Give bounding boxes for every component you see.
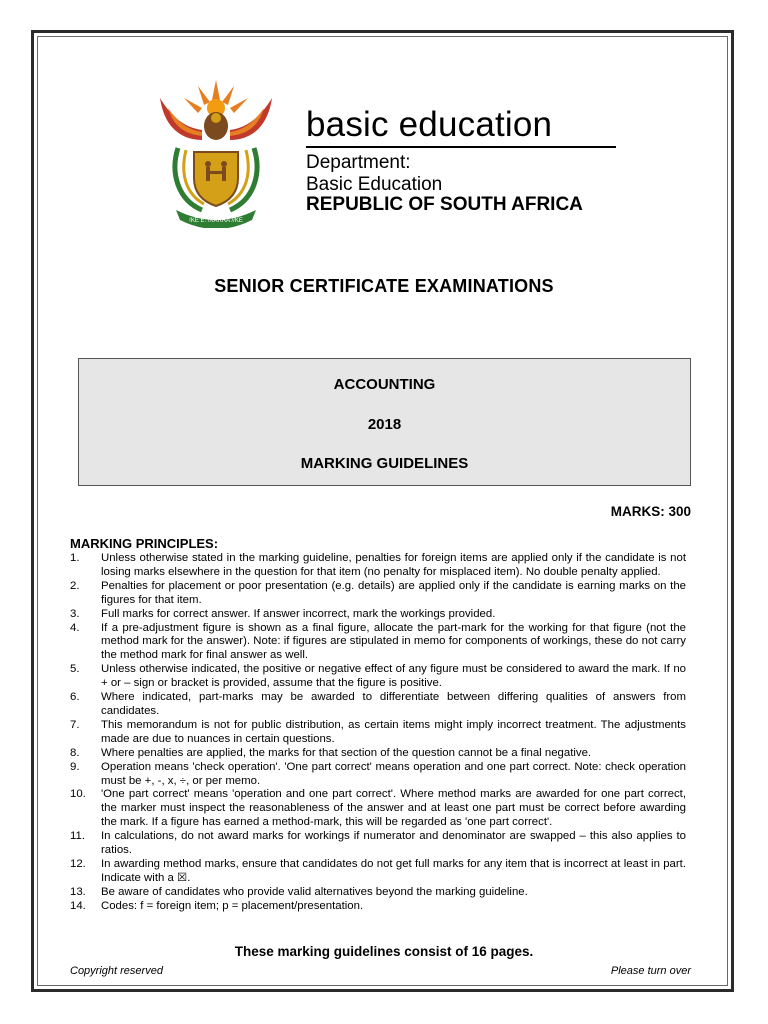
subject-box [78,358,691,486]
item-text: Operation means 'check operation'. 'One part correct' means operation and one part correct. Note: check operation must be +, -, x, ÷, or per memo. [101,760,686,787]
item-number: 4. [70,621,80,634]
turn-over-note: Please turn over [610,965,691,977]
item-number: 2. [70,579,80,592]
list-item [70,663,686,691]
item-text: Be aware of candidates who provide valid alternatives beyond the marking guideline. [101,885,528,898]
item-number: 13. [70,885,86,898]
item-text: If a pre-adjustment figure is shown as a final figure, allocate the part-mark for the working for that figure (not the method mark for the answer). Note: if figures are stipulated in memo for components of workings, these do not carry the method mark for final answer as well. [101,621,686,662]
department-label: Department: [306,152,411,173]
item-text: Codes: f = foreign item; p = placement/presentation. [101,899,364,912]
exam-year: 2018 [367,416,402,433]
item-number: 5. [70,663,80,676]
list-item [70,886,686,900]
list-item [70,552,686,580]
item-text: In awarding method marks, ensure that candidates do not get full marks for any item that is incorrect at least in part. Indicate with a ☒. [101,857,686,884]
list-item [70,747,686,761]
item-number: 12. [70,857,86,870]
item-text: Unless otherwise stated in the marking guideline, penalties for foreign items are applied only if the candidate is not losing marks elsewhere in the question for that item (no penalty for misplaced item). No double penalty applied. [101,552,686,578]
country-name: REPUBLIC OF SOUTH AFRICA [306,194,583,215]
list-item [70,622,686,664]
copyright-notice: Copyright reserved [70,965,163,977]
list-item [70,788,686,830]
item-number: 8. [70,746,80,759]
item-text: Where indicated, part-marks may be awarded to differentiate between differing qualities of answers from candidates. [101,691,686,717]
item-text: Where penalties are applied, the marks for that section of the question cannot be a final negative. [101,746,592,759]
subject-name: ACCOUNTING [333,376,436,393]
list-item [70,691,686,719]
item-number: 11. [70,830,85,843]
brand-name: basic education [306,104,616,148]
document-type: MARKING GUIDELINES [300,455,469,472]
item-number: 14. [70,899,86,912]
page-count-note: These marking guidelines consist of 16 pages. [234,944,534,959]
svg-text:!KE E: /XARRA //KE: !KE E: /XARRA //KE [189,218,243,224]
item-number: 3. [70,607,80,620]
item-number: 9. [70,760,80,773]
department-name: Basic Education [306,174,443,195]
list-item [70,580,686,608]
list-item [70,830,686,858]
principles-heading: MARKING PRINCIPLES: [70,536,219,551]
item-text: Penalties for placement or poor presentation (e.g. details) are applied only if the candidate is earning marks on the figures for that item. [101,579,686,606]
item-text: 'One part correct' means 'operation and one part correct'. Where method marks are awarded for one part correct, the marker must inspect the reasonableness of the answer and at least one part must be correct before awarding the mark. If a figure has earned a method-mark, this will be regarded as 'one part correct'. [101,788,686,829]
item-text: In calculations, do not award marks for workings if numerator and denominator are swapped – this also applies to ratios. [101,830,686,857]
list-item [70,858,686,886]
item-number: 10. [70,788,86,801]
item-text: Full marks for correct answer. If answer incorrect, mark the workings provided. [101,607,496,620]
item-number: 7. [70,718,80,731]
list-item [70,608,686,622]
coat-of-arms-icon [150,78,282,228]
exam-title: SENIOR CERTIFICATE EXAMINATIONS [214,276,554,296]
list-item [70,900,686,914]
principles-list [70,552,686,914]
item-number: 1. [70,552,80,564]
list-item [70,719,686,747]
list-item [70,761,686,789]
total-marks: MARKS: 300 [610,504,691,519]
item-text: Unless otherwise indicated, the positive or negative effect of any figure must be considered to award the mark. If no + or – sign or bracket is provided, assume that the figure is positive. [101,663,686,690]
item-text: This memorandum is not for public distribution, as certain items might imply incorrect treatment. The adjustments made are due to nuances in certain questions. [101,718,686,745]
item-number: 6. [70,691,80,704]
